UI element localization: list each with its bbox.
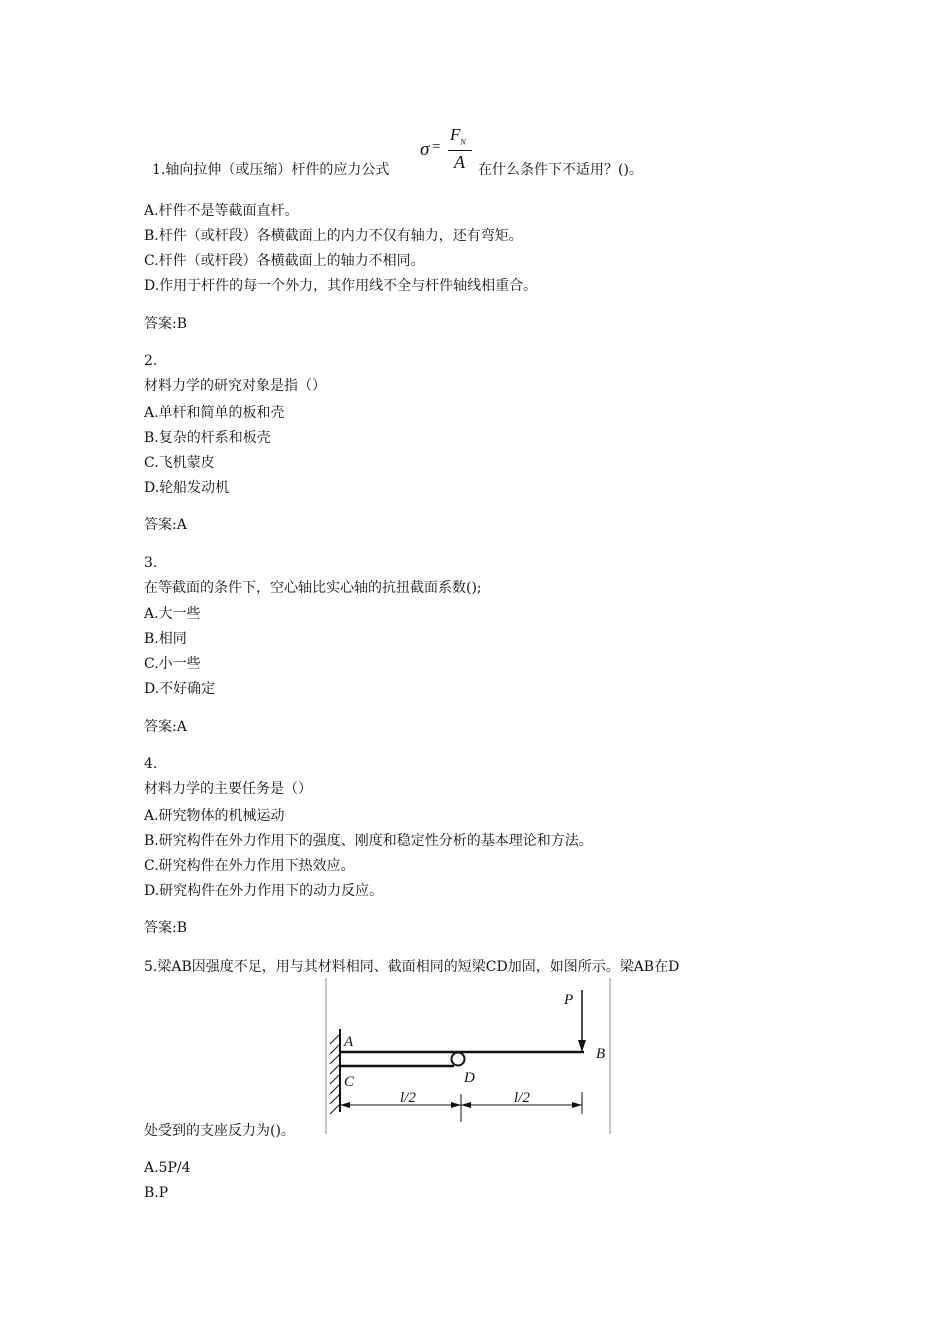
dim-label-left: l/2: [400, 1090, 416, 1106]
dim-arrow-mid-right: [461, 1102, 471, 1108]
dim-arrow-right: [572, 1102, 582, 1108]
q2-option-a: A.单杆和简单的板和壳: [144, 405, 285, 421]
q4-number: 4.: [144, 756, 158, 772]
label-a: A: [344, 1034, 354, 1050]
support-d: [452, 1053, 465, 1066]
stress-formula: [420, 125, 480, 181]
q1-answer: 答案:B: [144, 316, 188, 332]
formula-equals: =: [432, 139, 441, 155]
q1-option-c: C.杆件（或杆段）各横截面上的轴力不相同。: [144, 253, 425, 269]
q4-option-c: C.研究构件在外力作用下热效应。: [144, 858, 355, 874]
label-p: P: [564, 992, 574, 1008]
q3-option-d: D.不好确定: [144, 681, 216, 697]
formula-sigma: σ: [420, 139, 430, 160]
dim-arrow-mid-left: [451, 1102, 461, 1108]
q3-number: 3.: [144, 555, 158, 571]
q2-number: 2.: [144, 353, 158, 369]
q4-option-a: A.研究物体的机械运动: [144, 808, 285, 824]
q1-option-a: A.杆件不是等截面直杆。: [144, 203, 299, 219]
q4-option-d: D.研究构件在外力作用下的动力反应。: [144, 883, 384, 899]
dim-label-right: l/2: [514, 1090, 530, 1106]
label-d: D: [464, 1070, 475, 1086]
formula-denominator: A: [454, 152, 465, 172]
q3-answer: 答案:A: [144, 719, 187, 735]
label-b: B: [596, 1046, 606, 1062]
q1-option-b: B.杆件（或杆段）各横截面上的内力不仅有轴力，还有弯矩。: [144, 228, 523, 244]
load-p-arrowhead: [578, 1040, 586, 1052]
q5-stem-line-1: 5.梁AB因强度不足，用与其材料相同、截面相同的短梁CD加固，如图所示。梁AB在D: [144, 959, 680, 975]
q1-option-d: D.作用于杆件的每一个外力，其作用线不全与杆件轴线相重合。: [144, 278, 538, 294]
q4-stem: 材料力学的主要任务是（）: [144, 781, 312, 797]
beam-diagram: [318, 974, 618, 1140]
dim-arrow-left: [340, 1102, 350, 1108]
q5-stem-line-2: 处受到的支座反力为()。: [144, 1123, 295, 1139]
label-c: C: [344, 1074, 355, 1090]
q2-option-d: D.轮船发动机: [144, 480, 230, 496]
q4-option-b: B.研究构件在外力作用下的强度、刚度和稳定性分析的基本理论和方法。: [144, 833, 593, 849]
q2-answer: 答案:A: [144, 517, 187, 533]
formula-fraction-bar: [448, 150, 472, 151]
q2-option-c: C.飞机蒙皮: [144, 455, 215, 471]
q2-option-b: B.复杂的杆系和板壳: [144, 430, 271, 446]
question-1-suffix: 在什么条件下不适用？()。: [478, 162, 643, 178]
q3-option-b: B.相同: [144, 631, 187, 647]
q3-option-c: C.小一些: [144, 656, 201, 672]
q2-stem: 材料力学的研究对象是指（）: [144, 378, 326, 394]
q3-option-a: A.大一些: [144, 606, 201, 622]
q4-answer: 答案:B: [144, 920, 188, 936]
question-1-prefix: 1.轴向拉伸（或压缩）杆件的应力公式: [152, 162, 390, 178]
q5-option-b: B.P: [144, 1185, 169, 1201]
q5-option-a: A.5P/4: [144, 1160, 191, 1176]
wall-hatching: [330, 1034, 340, 1114]
q3-stem: 在等截面的条件下，空心轴比实心轴的抗扭截面系数();: [144, 580, 482, 596]
formula-numerator: $F_N$: [450, 125, 466, 147]
